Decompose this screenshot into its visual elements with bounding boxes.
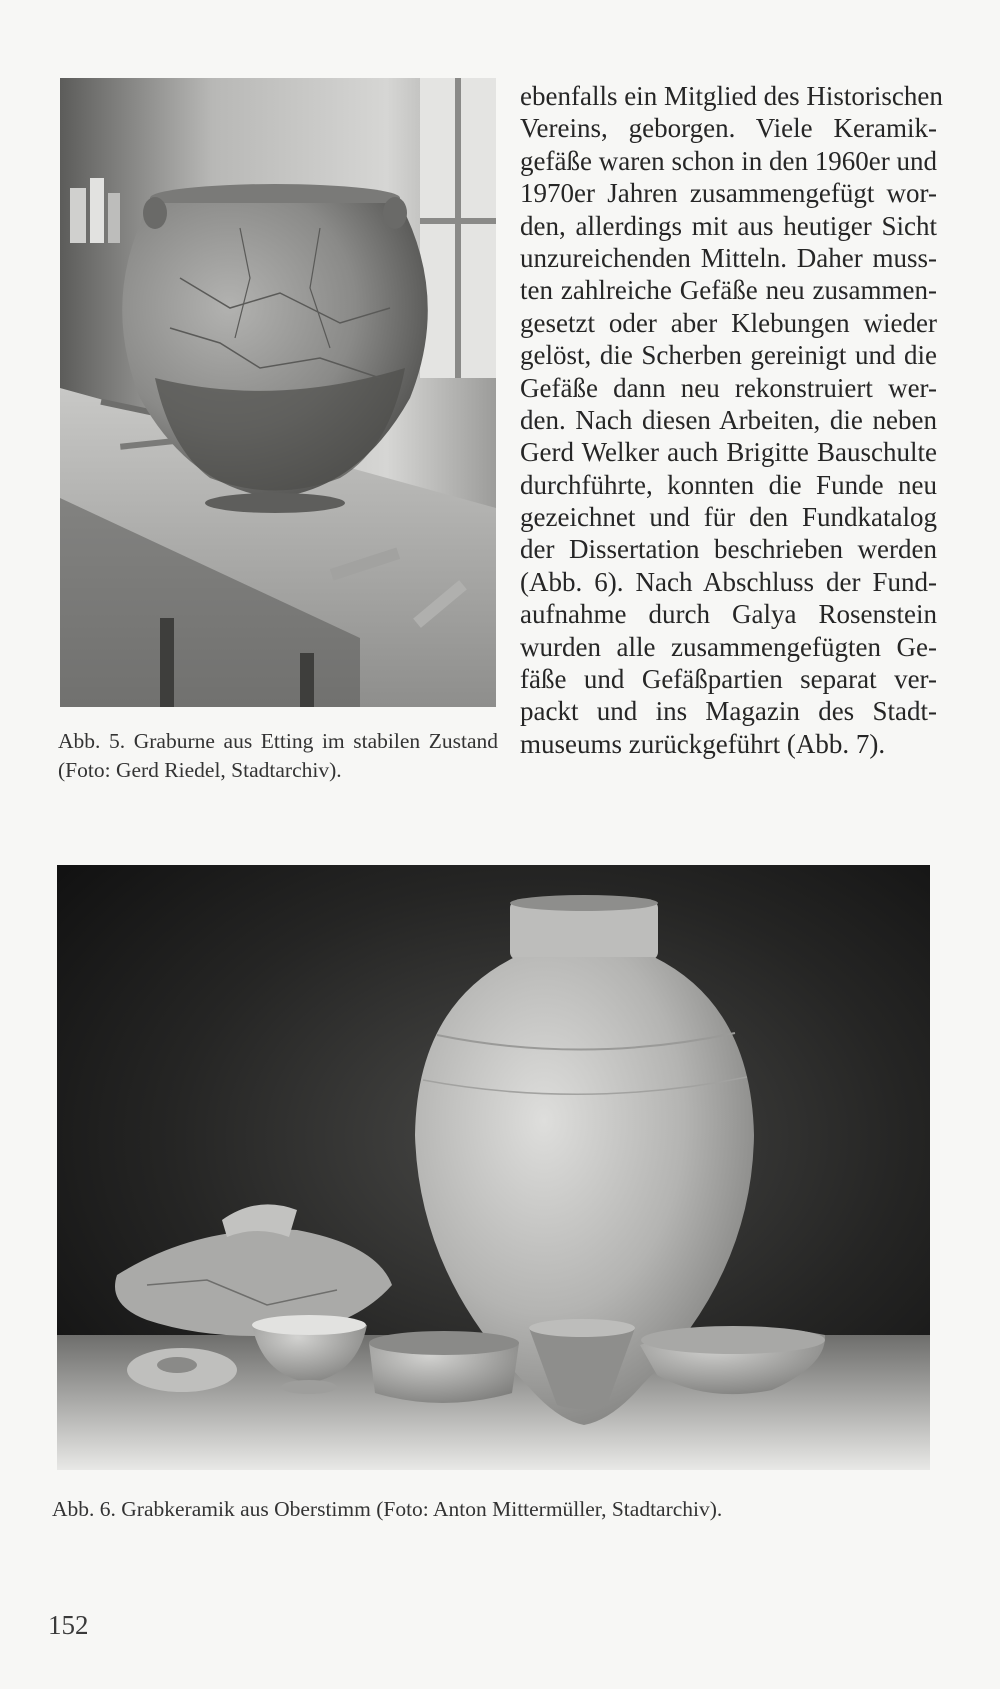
- body-line: Gerd Welker auch Brigitte Bauschulte: [520, 437, 937, 468]
- body-line: Gefäße dann neu rekonstruiert wer-: [520, 372, 937, 403]
- figure-6-image: [57, 865, 930, 1470]
- body-line: aufnahme durch Galya Rosenstein: [520, 599, 937, 630]
- body-line: wurden alle zusammengefügten Ge-: [520, 631, 937, 662]
- body-line: den, allerdings mit aus heutiger Sicht: [520, 210, 937, 241]
- body-line: gefäße waren schon in den 1960er und: [520, 145, 937, 176]
- body-text-column: [520, 80, 943, 760]
- page-number: 152: [48, 1610, 89, 1640]
- body-line: (Abb. 6). Nach Abschluss der Fund-: [520, 566, 937, 597]
- body-line: packt und ins Magazin des Stadt-: [520, 696, 937, 727]
- body-line: fäße und Gefäßpartien separat ver-: [520, 664, 937, 695]
- body-line: der Dissertation beschrieben werden: [520, 534, 937, 565]
- body-line: ten zahlreiche Gefäße neu zusammen-: [520, 275, 937, 306]
- figure-6-caption: Abb. 6. Grabkeramik aus Oberstimm (Foto: Anton Mittermüller, Stadtarchiv).: [52, 1497, 723, 1521]
- body-line: ebenfalls ein Mitglied des Historischen: [520, 81, 943, 111]
- body-line: gelöst, die Scherben gereinigt und die: [520, 340, 937, 371]
- figure-5-photo: [60, 78, 496, 707]
- body-line: durchführte, konnten die Funde neu: [520, 469, 937, 500]
- body-line: den. Nach diesen Arbeiten, die neben: [520, 404, 937, 435]
- body-line: museums zurückgeführt (Abb. 7).: [520, 728, 886, 759]
- body-line: Vereins, geborgen. Viele Keramik-: [520, 113, 937, 144]
- body-line: gezeichnet und für den Fundkatalog: [520, 502, 937, 533]
- figure-5-image: [60, 78, 496, 707]
- figure-6-photo: [57, 865, 930, 1470]
- body-line: unzureichenden Mitteln. Daher muss-: [520, 242, 937, 273]
- figure-5-caption: Abb. 5. Graburne aus Etting im stabilen Zustand (Foto: Gerd Riedel, Stadtarchiv).: [58, 729, 498, 782]
- body-line: 1970er Jahren zusammengefügt wor-: [520, 178, 937, 209]
- body-line: gesetzt oder aber Klebungen wieder: [520, 307, 937, 338]
